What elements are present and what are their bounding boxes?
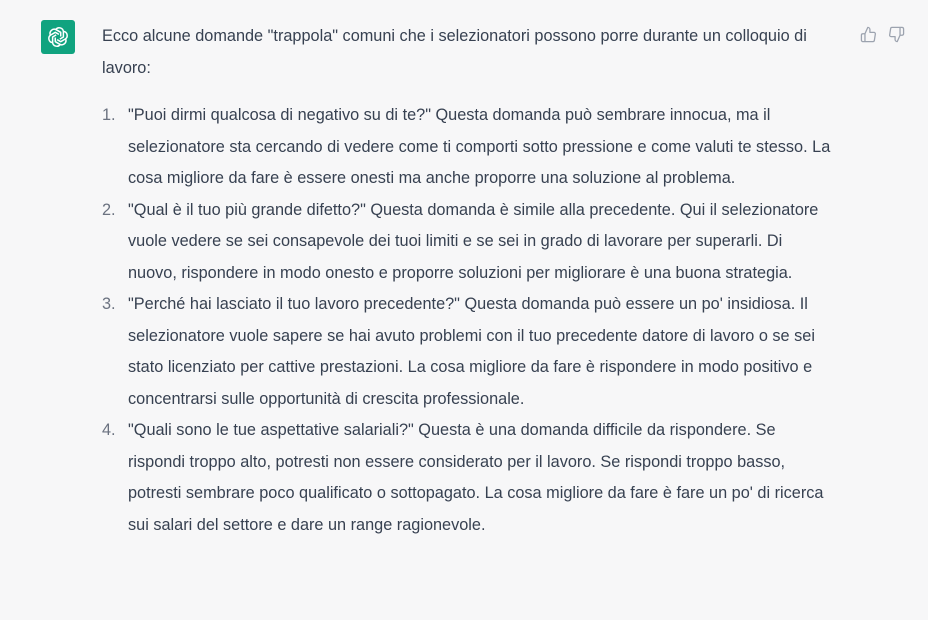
thumbs-up-button[interactable] [858,24,878,44]
feedback-controls [858,24,906,44]
thumbs-down-button[interactable] [886,24,906,44]
list-item [102,415,832,541]
thumbs-down-icon [888,26,905,43]
list-item-number: 2. [102,200,116,219]
list-item-number: 4. [102,421,116,439]
list-item [102,289,832,415]
list-item-text: "Quali sono le tue aspettative salariali?" Questa è una domanda difficile da rispondere. Se rispondi troppo alto, potresti non essere considerato per il lavoro. Se rispondi troppo basso, potresti sembrare poco qualificato o sottopagato. La cosa migliore da fare è fare un po' di ricerca sui salari del settore e dare un range ragionevole. [128,421,824,534]
list-item-number: 3. [102,295,116,313]
list-item-text: "Puoi dirmi qualcosa di negativo su di te?" Questa domanda può sembrare innocua, ma il selezionatore sta cercando di vedere come ti comporti sotto pressione e come valuti te stesso. La cosa migliore da fare è essere onesti ma anche proporre una soluzione al problema. [128,106,831,187]
list-item-text: "Perché hai lasciato il tuo lavoro precedente?" Questa domanda può essere un po' insidiosa. Il selezionatore vuole sapere se hai avuto problemi con il tuo precedente datore di lavoro o se sei stato licenziato per cattive prestazioni. La cosa migliore da fare è rispondere in modo positivo e concentrarsi sulle opportunità di crescita professionale. [128,295,815,408]
message-intro: Ecco alcune domande "trappola" comuni che i selezionatori possono porre durante un colloquio di lavoro: [102,27,807,77]
openai-logo-icon [46,25,70,49]
trap-questions-list [102,100,832,541]
list-item [102,100,832,195]
list-item [102,195,832,290]
assistant-message [102,21,832,541]
thumbs-up-icon [860,26,877,43]
list-item-number: 1. [102,106,116,124]
list-item-text: "Qual è il tuo più grande difetto?" Questa domanda è simile alla precedente. Qui il selezionatore vuole vedere se sei consapevole dei tuoi limiti e se sei in grado di lavorare per superarli. Di nuovo, rispondere in modo onesto e proporre soluzioni per migliorare è una buona strategia. [128,200,819,282]
assistant-avatar [41,20,75,54]
